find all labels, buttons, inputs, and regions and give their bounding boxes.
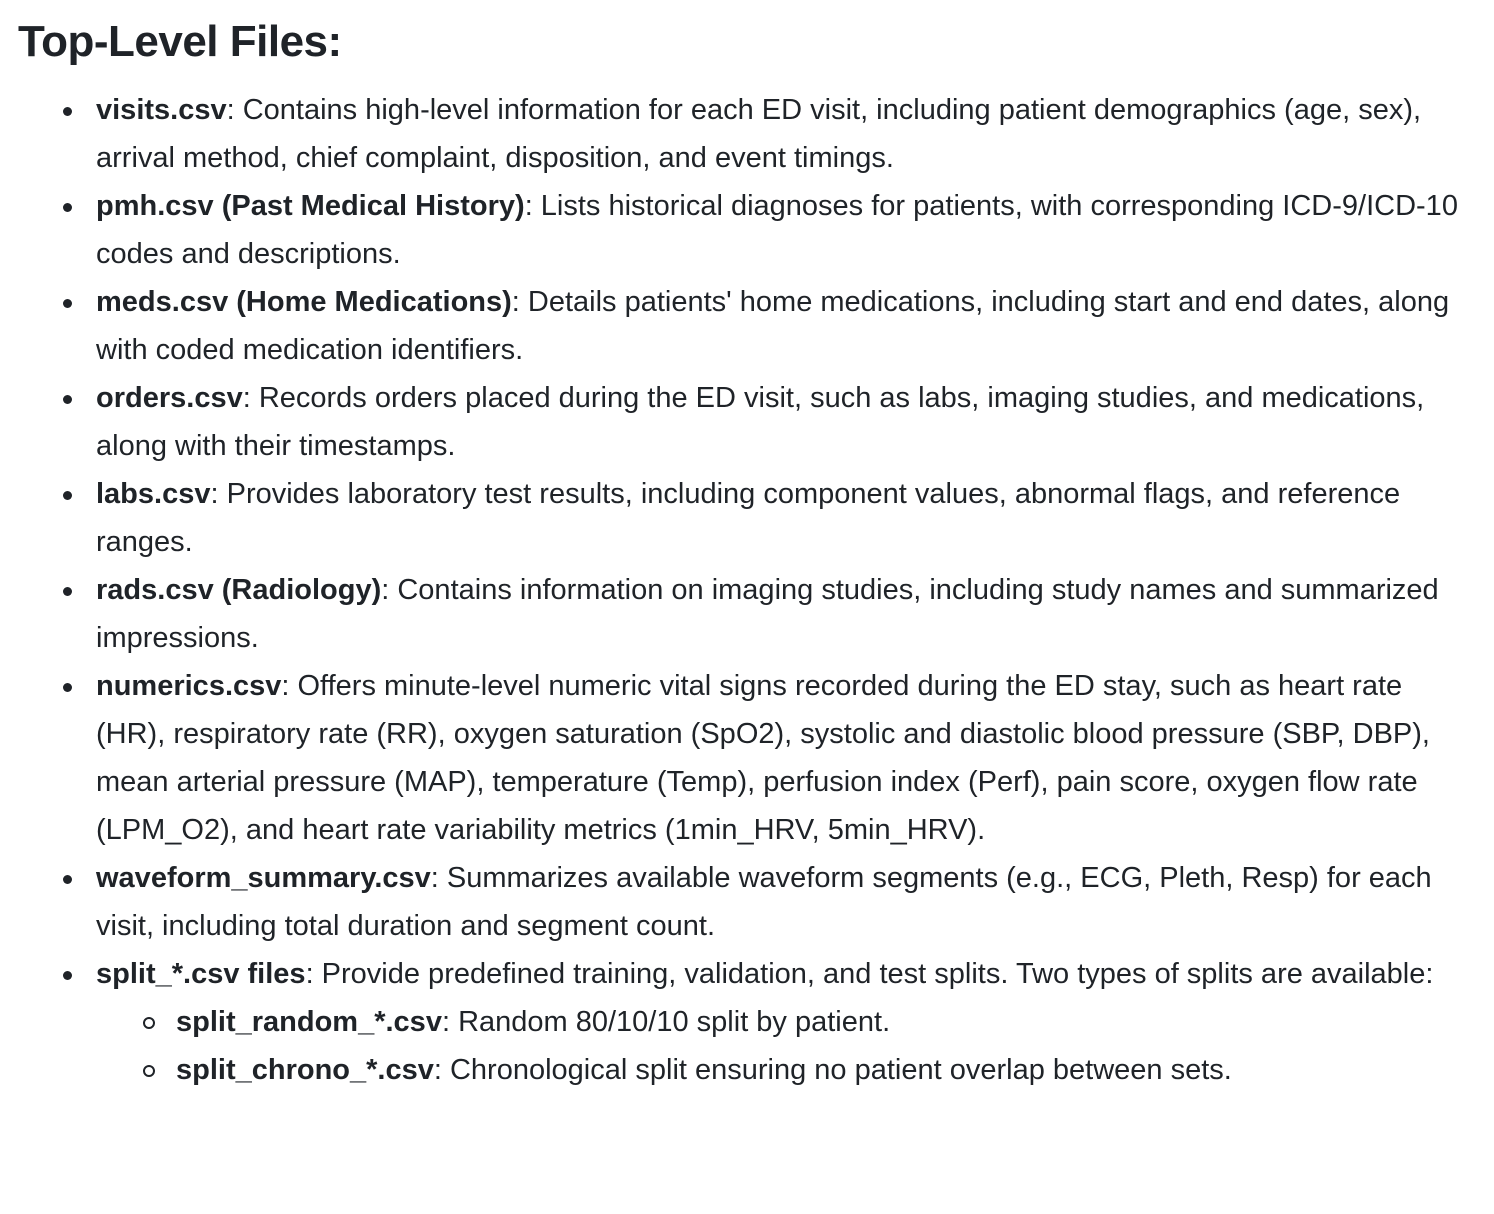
file-description: : Records orders placed during the ED visit, such as labs, imaging studies, and medications, along with their timestamps.: [96, 382, 1425, 462]
list-item-rads: [96, 566, 1478, 662]
file-name: split_random_*.csv: [176, 1006, 442, 1038]
file-description: : Provide predefined training, validation, and test splits. Two types of splits are available:: [305, 958, 1434, 990]
file-description: : Offers minute-level numeric vital signs recorded during the ED stay, such as heart rate (HR), respiratory rate (RR), oxygen saturation (SpO2), systolic and diastolic blood pressure (SBP, DBP), mean arterial pressure (MAP), temperature (Temp), perfusion index (Perf), pain score, oxygen flow rate (LPM_O2), and heart rate variability metrics (1min_HRV, 5min_HRV).: [96, 670, 1430, 846]
list-item-pmh: [96, 182, 1478, 278]
file-name: meds.csv (Home Medications): [96, 286, 512, 318]
file-description: : Summarizes available waveform segments (e.g., ECG, Pleth, Resp) for each visit, including total duration and segment count.: [96, 862, 1432, 942]
file-description: : Contains information on imaging studies, including study names and summarized impressions.: [96, 574, 1439, 654]
split-sublist: [96, 998, 1478, 1094]
file-name: waveform_summary.csv: [96, 862, 431, 894]
file-description: : Details patients' home medications, including start and end dates, along with coded medication identifiers.: [96, 286, 1450, 366]
file-name: numerics.csv: [96, 670, 282, 702]
list-item-labs: [96, 470, 1478, 566]
sublist-item-split-random: [176, 998, 1478, 1046]
file-description: : Provides laboratory test results, including component values, abnormal flags, and reference ranges.: [96, 478, 1401, 558]
list-item-waveform-summary: [96, 854, 1478, 950]
list-item-visits: [96, 86, 1478, 182]
file-name: rads.csv (Radiology): [96, 574, 382, 606]
file-name: split_*.csv files: [96, 958, 306, 990]
file-name: split_chrono_*.csv: [176, 1054, 434, 1086]
file-name: pmh.csv (Past Medical History): [96, 190, 525, 222]
file-name: labs.csv: [96, 478, 211, 510]
file-description: : Lists historical diagnoses for patients, with corresponding ICD-9/ICD-10 codes and descriptions.: [96, 190, 1458, 270]
section-heading: Top-Level Files:: [18, 17, 342, 66]
list-item-numerics: [96, 662, 1478, 854]
list-item-orders: [96, 374, 1478, 470]
file-list: [18, 86, 1478, 1094]
file-description: : Contains high-level information for each ED visit, including patient demographics (age, sex), arrival method, chief complaint, disposition, and event timings.: [96, 94, 1422, 174]
list-item-meds: [96, 278, 1478, 374]
file-name: orders.csv: [96, 382, 243, 414]
list-item-split-files: [96, 950, 1478, 1094]
file-name: visits.csv: [96, 94, 227, 126]
sublist-item-split-chrono: [176, 1046, 1478, 1094]
file-description: : Chronological split ensuring no patient overlap between sets.: [433, 1054, 1232, 1086]
file-description: : Random 80/10/10 split by patient.: [441, 1006, 891, 1038]
